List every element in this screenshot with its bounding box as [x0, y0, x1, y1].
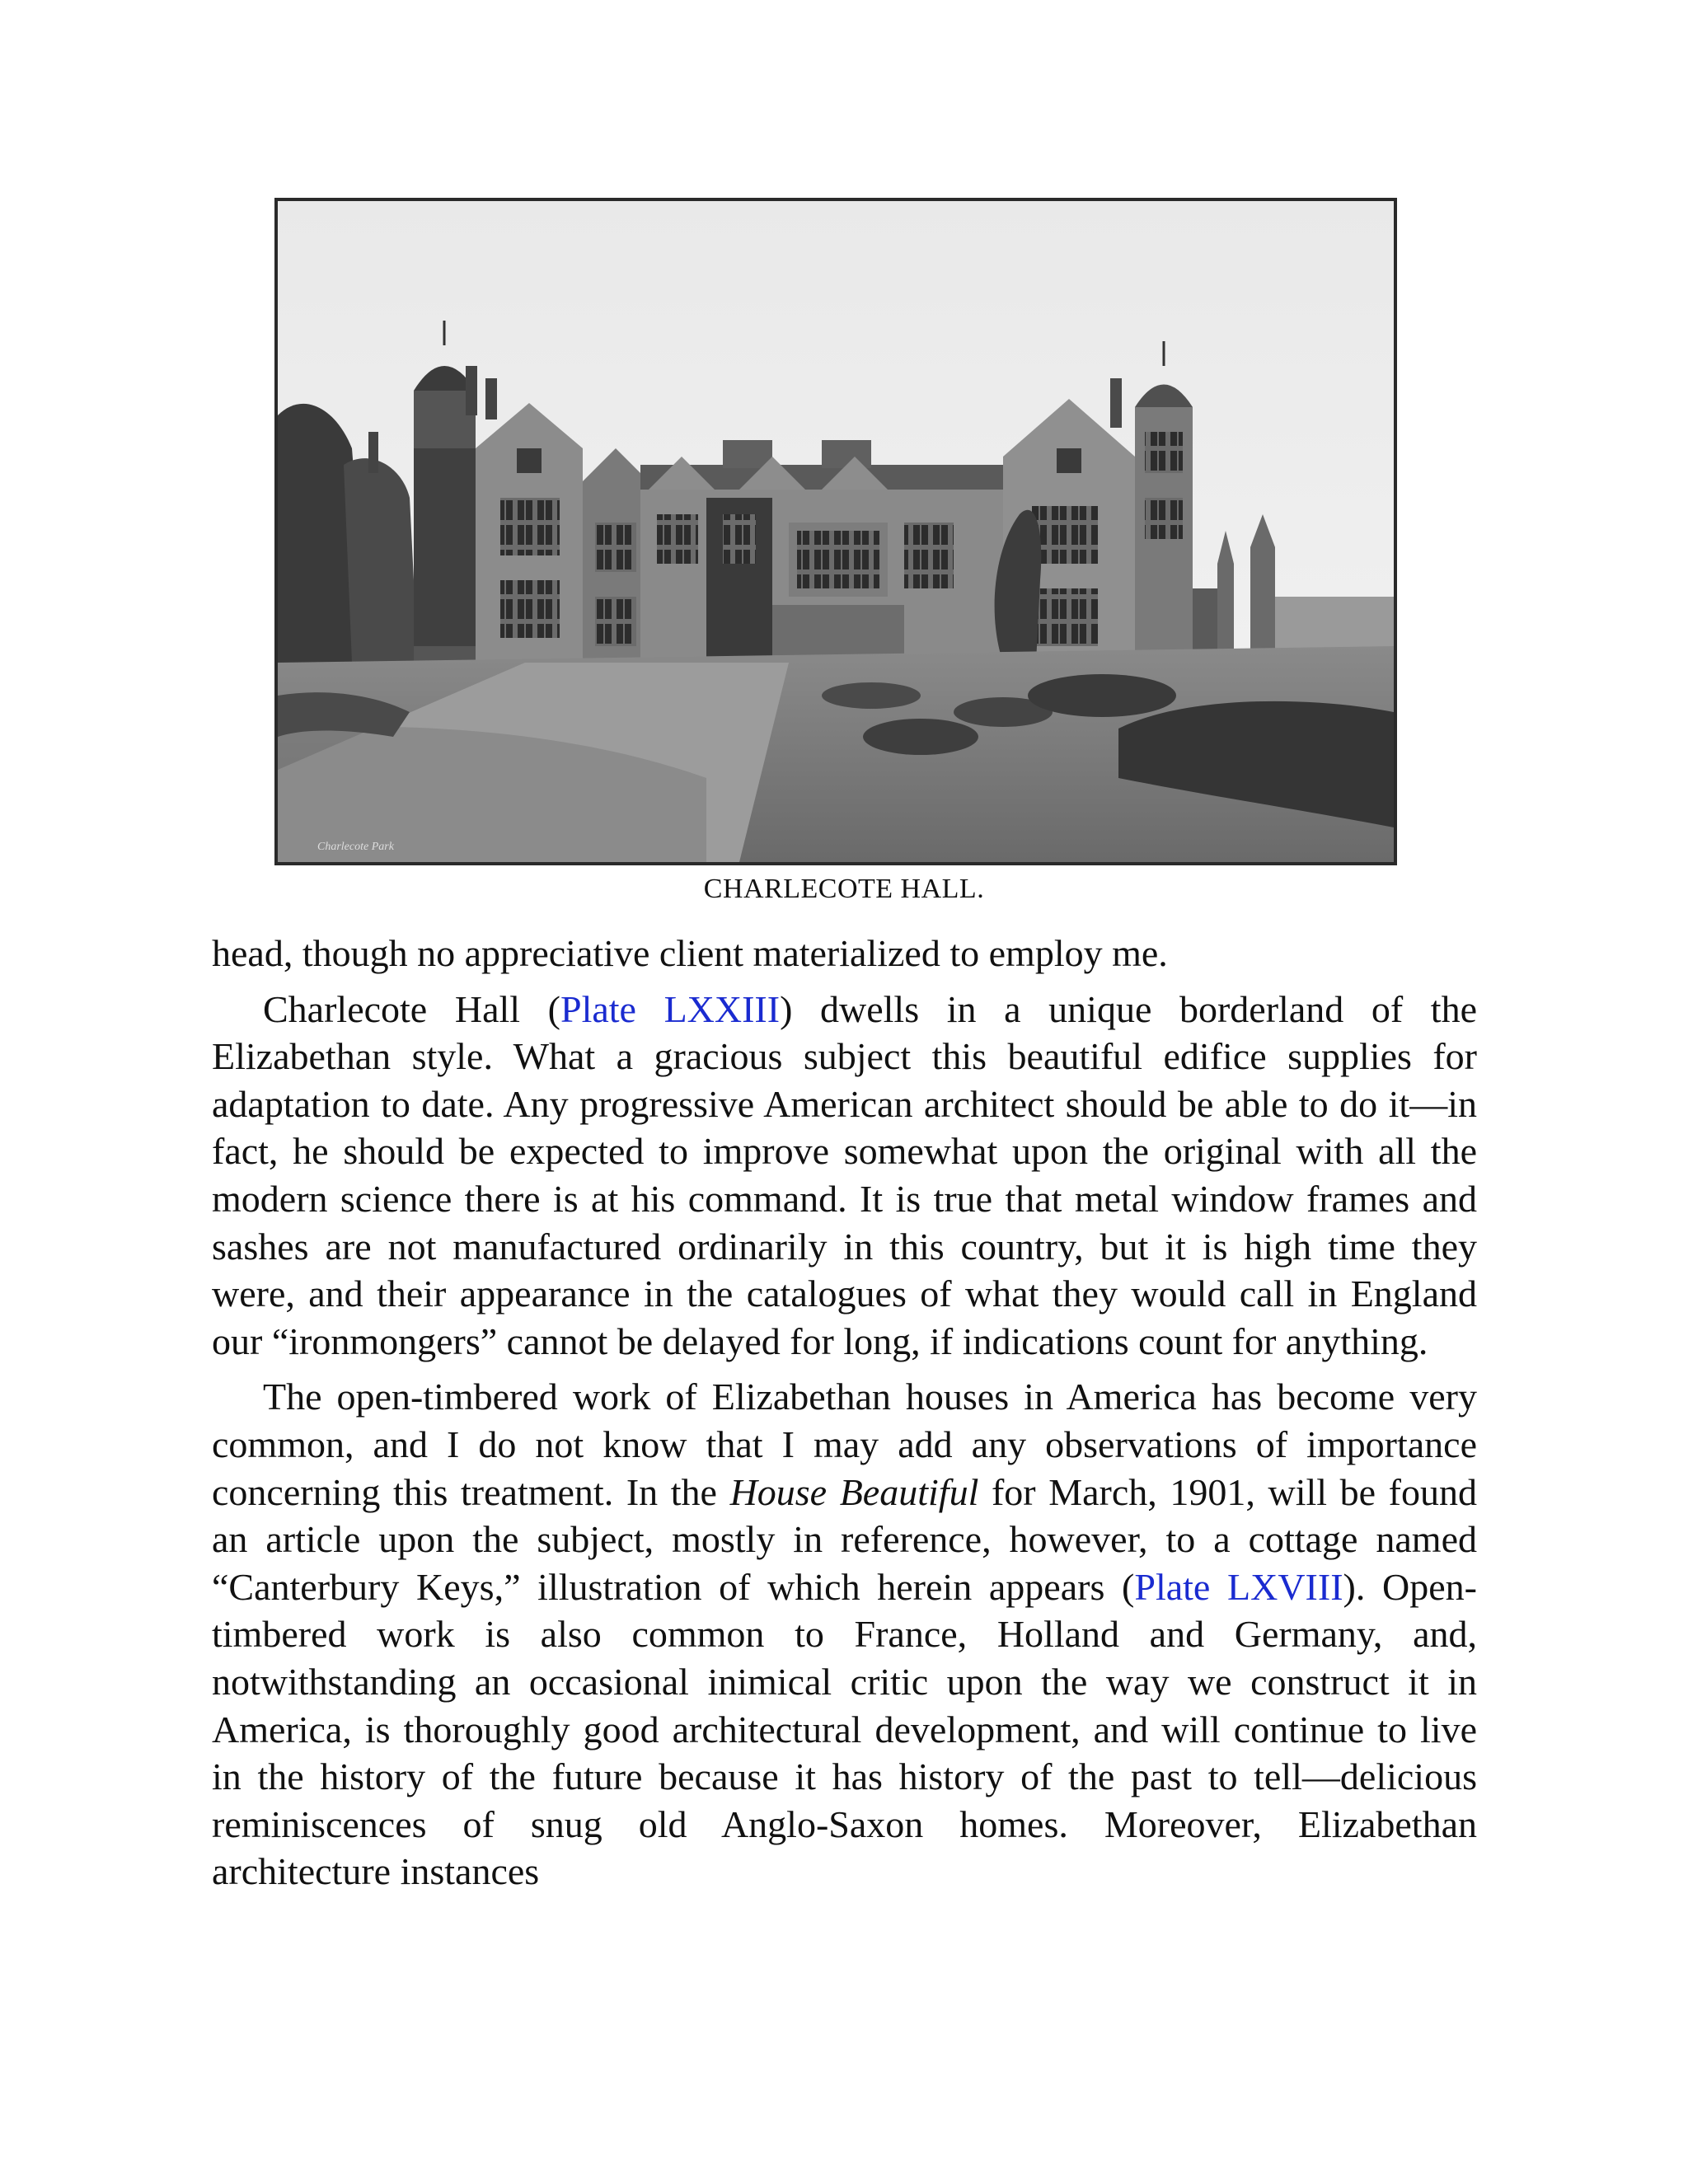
text-run: ). Open-timbered work is also common to France, Holland and Germany, and, notwithstanding an occasional inimical critic upon the way we construct it in America, is thoroughly good architectural development, and will continue to live in the history of the future because it has history of the past to tell—delicious reminiscences of snug old Anglo-Saxon homes. Moreover, Elizabethan architecture instances [212, 1565, 1477, 1893]
text-run: ) dwells in a unique borderland of the Elizabethan style. What a gracious subject this beautiful edifice supplies for adaptation to date. Any progressive American architect should be able to do it—in fact, he should be expected to improve somewhat upon the original with all the modern science there is at his command. It is true that metal window frames and sashes are not manufactured ordinarily in this country, but it is high time they were, and their appearance in the catalogues of what they would call in England our “ironmongers” cannot be delayed for long, if indications count for anything. [212, 987, 1477, 1362]
charlecote-hall-photograph [274, 198, 1397, 865]
paragraph-open-timbered [212, 1373, 1477, 1896]
paragraph-charlecote [212, 986, 1477, 1366]
plate-lxviii-link[interactable]: Plate LXVIII [1134, 1565, 1343, 1608]
text-run: The open-timbered work of Elizabethan houses in America has become very common, and I do not know that I may add any observations of importance concerning this treatment. In the [212, 1376, 1477, 1513]
text-run: for March, 1901, will be found an article upon the subject, mostly in reference, however, to a cottage named “Canterbury Keys,” illustration of which herein appears ( [212, 1470, 1477, 1608]
text-run: Charlecote Hall ( [263, 987, 560, 1030]
paragraph-continuation: head, though no appreciative client materialized to employ me. [212, 932, 1168, 974]
plate-lxxiii-link[interactable]: Plate LXXIII [560, 987, 781, 1030]
figure-caption: CHARLECOTE HALL. [703, 874, 985, 904]
body-text [212, 930, 1477, 1896]
house-beautiful-title: House Beautiful [729, 1470, 979, 1513]
photo-illustration [278, 201, 1394, 862]
photo-credit-mark: Charlecote Park [317, 841, 394, 853]
